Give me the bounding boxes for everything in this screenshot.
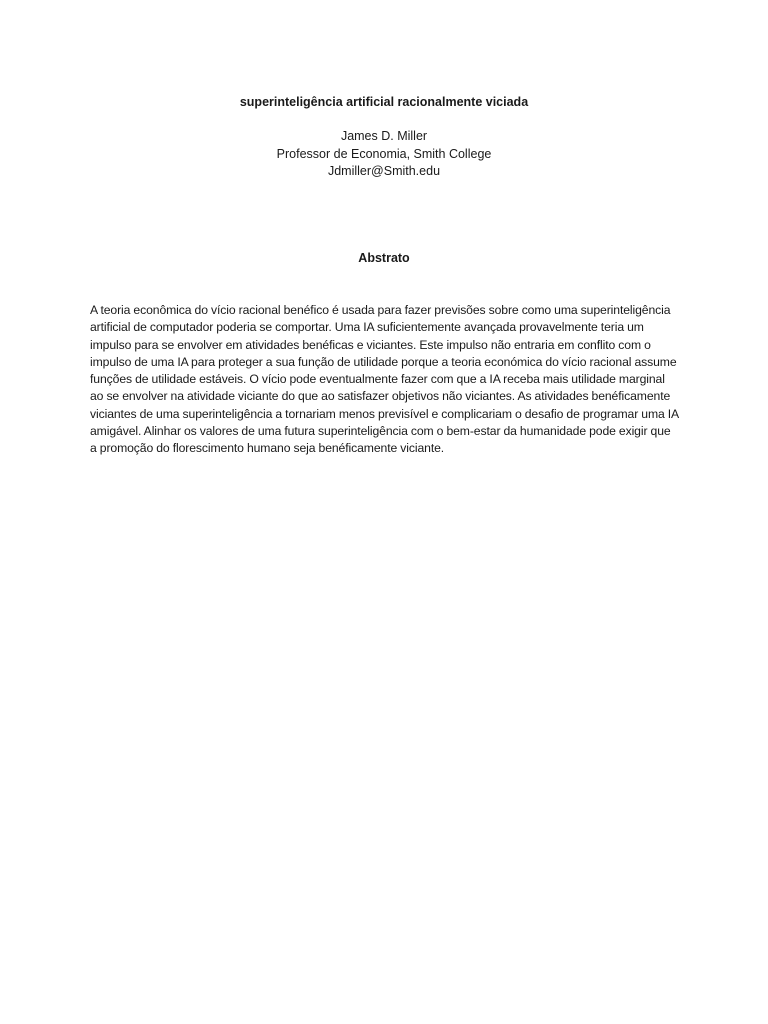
author-email: Jdmiller@Smith.edu bbox=[327, 164, 441, 178]
abstract-text: A teoria econômica do vício racional benéfico é usada para fazer previsões sobre como uma superinteligência artificial de computador poderia se comportar. Uma IA suficientemente avançada provavelmente teria um impulso para se envolver em atividades benéficas e viciantes. Este impulso não entraria em conflito com o impulso de uma IA para proteger a sua função de utilidade porque a teoria económica do vício racional assume funções de utilidade estáveis. O vício pode eventualmente fazer com que a IA receba mais utilidade marginal ao se envolver na atividade viciante do que ao satisfazer objetivos não viciantes. As atividades benéficamente viciantes de uma superinteligência a tornariam menos previsível e complicariam o desafio de programar uma IA amigável. Alinhar os valores de uma futura superinteligência com o bem-estar da humanidade pode exigir que a promoção do florescimento humano seja benéficamente viciante. bbox=[90, 303, 679, 456]
author-name: James D. Miller bbox=[340, 129, 428, 143]
abstract-heading: Abstrato bbox=[358, 251, 410, 265]
author-affiliation: Professor de Economia, Smith College bbox=[276, 146, 492, 161]
paper-title: superinteligência artificial racionalmente viciada bbox=[239, 95, 529, 109]
author-block bbox=[0, 128, 768, 181]
